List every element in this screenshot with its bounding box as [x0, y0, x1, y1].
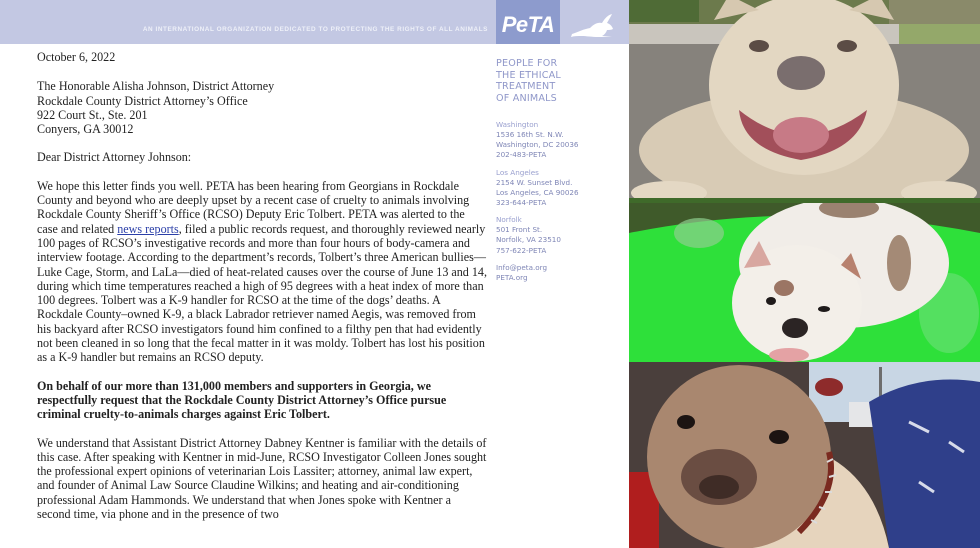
office-line: Washington, DC 20036: [496, 140, 579, 150]
office-phone: 323-644-PETA: [496, 198, 547, 208]
office-city: Washington: [496, 120, 539, 129]
address-line: Rockdale County District Attorney’s Office: [37, 93, 248, 108]
paragraph-intro: [37, 179, 487, 365]
photo-collage: [629, 0, 980, 548]
office-city: Norfolk: [496, 215, 522, 225]
letter-body: [37, 50, 487, 535]
office-washington: [496, 120, 626, 161]
office-line: Norfolk, VA 23510: [496, 235, 561, 245]
peta-logo: [496, 0, 560, 44]
org-name-line: OF ANIMALS: [496, 92, 557, 104]
photo-white-bulldog-pool: [629, 203, 980, 362]
office-norfolk: [496, 215, 626, 256]
office-line: Los Angeles, CA 90026: [496, 187, 579, 197]
peta-logo-text: PeTA: [501, 12, 555, 37]
org-name-line: THE ETHICAL: [496, 69, 561, 81]
rabbit-icon: [568, 12, 618, 40]
address-line: The Honorable Alisha Johnson, District Attorney: [37, 79, 275, 94]
address-line: Conyers, GA 30012: [37, 122, 134, 137]
paragraph-request: On behalf of our more than 131,000 members and supporters in Georgia, we respectfully request that the Rockdale County District Attorney’s Office pursue criminal cruelty-to-animals charges against Eric Tolbert.: [37, 378, 447, 422]
paragraph-text: We hope this letter finds you well. PETA has been hearing from Georgians in Rockdale County and beyond who are deeply upset by a recent case of cruelty to animals involving Rockdale County Sheriff’s Office (RCSO) Deputy Eric Tolbert. PETA was alerted to the case and related: [37, 178, 470, 236]
office-phone: 757-622-PETA: [496, 245, 547, 255]
office-los-angeles: [496, 168, 626, 209]
photo-bully-in-car: [629, 362, 980, 548]
letterhead-band: [0, 0, 629, 44]
contact-email: Info@peta.org: [496, 262, 548, 272]
recipient-address: [37, 79, 487, 136]
office-city: Los Angeles: [496, 167, 539, 177]
paragraph-text: , filed a public records request, and thoroughly reviewed nearly 100 pages of RCSO’s investigative records and more than four hours of body-camera and interview footage. According to the department’s records, Tolbert’s three American bullies—Luke Cage, Storm, and LaLa—died of heat-related causes over the course of June 13 and 14, during which time temperatures reached a high of 95 degrees with a heat index of more than 100 degrees. Tolbert was a K-9 handler for RCSO at the time of the dogs’ deaths. A Rockdale County–owned K-9, a black Labrador retriever named Aegis, was removed from his backyard after RCSO investigators found him confined to a filthy pen that had evidently not been cleaned in so long that the fecal matter in it was moldy. Tolbert has lost his position as a K-9 handler but remains an RCSO deputy.: [37, 221, 487, 365]
news-reports-link[interactable]: news reports: [117, 221, 179, 236]
address-line: 922 Court St., Ste. 201: [37, 107, 148, 122]
letter-date: October 6, 2022: [37, 50, 116, 64]
office-phone: 202-483-PETA: [496, 150, 547, 160]
letterhead-sidebar: [496, 58, 626, 283]
letterhead-tagline: AN INTERNATIONAL ORGANIZATION DEDICATED TO PROTECTING THE RIGHTS OF ALL ANIMALS: [142, 26, 488, 33]
office-line: 2154 W. Sunset Blvd.: [496, 177, 573, 187]
contact-website: PETA.org: [496, 273, 528, 283]
org-name-line: PEOPLE FOR: [496, 58, 558, 69]
org-full-name: [496, 58, 626, 104]
office-line: 1536 16th St. N.W.: [496, 130, 564, 139]
org-name-line: TREATMENT: [496, 81, 556, 92]
paragraph-details: We understand that Assistant District Attorney Dabney Kentner is familiar with the details of this case. After speaking with Kentner in mid-June, RCSO Investigator Colleen Jones sought the professional expert opinions of veterinarian Lois Lassiter; attorney, animal law expert, and founder of Animal Law Source Claudine Wilkins; and heating and air-conditioning professional Adam Hammonds. We understand that when Jones spoke with Kentner a second time, via phone and in the presence of two: [37, 435, 487, 522]
photo-cream-bully-smiling: [629, 0, 980, 203]
office-line: 501 Front St.: [496, 225, 543, 235]
salutation: Dear District Attorney Johnson:: [37, 150, 192, 165]
